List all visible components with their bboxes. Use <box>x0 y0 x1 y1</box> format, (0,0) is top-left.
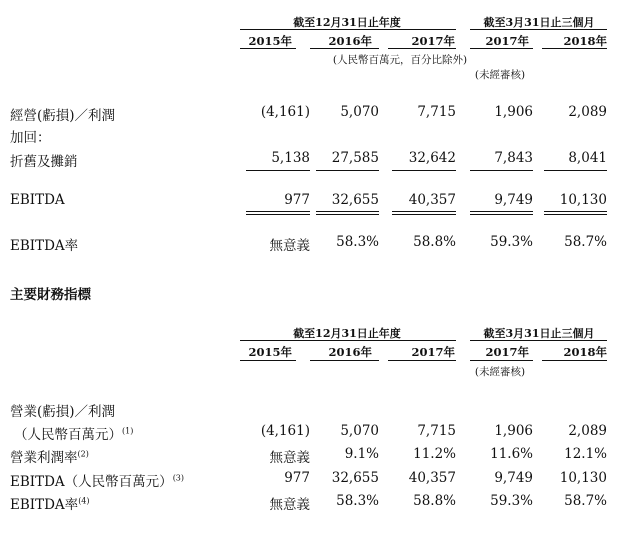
total-rule <box>392 214 456 215</box>
cell: 1,906 <box>494 423 533 439</box>
total-rule <box>392 211 456 212</box>
footnote-marker: (4) <box>78 496 90 506</box>
total-rule <box>544 211 607 212</box>
year-rule <box>240 360 296 361</box>
total-rule <box>316 211 379 212</box>
cell: 977 <box>284 192 310 208</box>
cell: 32,655 <box>331 470 379 486</box>
cell: 40,357 <box>408 470 456 486</box>
group-header-year-ended: 截至12月31日止年度 <box>293 16 401 29</box>
row-label-add-back: 加回： <box>10 130 51 146</box>
header-rule <box>470 29 607 30</box>
header-rule <box>240 340 456 341</box>
year-rule <box>542 48 607 49</box>
cell: 9.1% <box>344 446 379 462</box>
cell: 無意義 <box>269 238 310 254</box>
total-rule <box>246 214 310 215</box>
cell: 58.8% <box>413 234 456 250</box>
year-rule <box>310 360 379 361</box>
total-rule <box>470 211 533 212</box>
year-rule <box>240 48 296 49</box>
cell: 1,906 <box>494 104 533 120</box>
cell: 58.7% <box>564 493 607 509</box>
unit-note: (人民幣百萬元，百分比除外) <box>332 54 468 66</box>
cell: (4,161) <box>260 423 310 439</box>
cell: 11.2% <box>413 446 456 462</box>
cell: 58.8% <box>413 493 456 509</box>
cell: 7,715 <box>417 104 456 120</box>
cell: 7,715 <box>417 423 456 439</box>
section-title: 主要財務指標 <box>10 287 91 303</box>
sum-rule <box>470 170 533 171</box>
cell: 2,089 <box>568 104 607 120</box>
year-header: 2017年 <box>485 345 529 359</box>
footnote-marker: (1) <box>122 426 134 436</box>
footnote-marker: (2) <box>77 449 89 459</box>
sum-rule <box>246 170 310 171</box>
year-header: 2015年 <box>248 34 292 48</box>
group-header-year-ended: 截至12月31日止年度 <box>293 327 401 340</box>
year-rule <box>388 48 456 49</box>
cell: 無意義 <box>269 450 310 466</box>
year-rule <box>310 48 379 49</box>
year-rule <box>388 360 456 361</box>
year-header: 2016年 <box>328 345 372 359</box>
row-label-operating-profit: 經營(虧損)／利潤 <box>10 108 116 124</box>
cell: 58.3% <box>336 234 379 250</box>
cell: 12.1% <box>564 446 607 462</box>
cell: 5,070 <box>340 423 379 439</box>
row-label-depreciation: 折舊及攤銷 <box>10 154 78 170</box>
row-label-ebitda-margin: EBITDA率 <box>10 238 79 254</box>
year-header: 2018年 <box>563 345 607 359</box>
cell: 無意義 <box>269 497 310 513</box>
cell: 11.6% <box>490 446 533 462</box>
cell: 59.3% <box>490 493 533 509</box>
cell: 58.3% <box>336 493 379 509</box>
header-rule <box>470 340 607 341</box>
row-label-ebitda-margin: EBITDA率$^{(4)}$ <box>10 496 90 513</box>
cell: 40,357 <box>408 192 456 208</box>
cell: 8,041 <box>568 150 607 166</box>
total-rule <box>544 214 607 215</box>
cell: 59.3% <box>490 234 533 250</box>
cell: 10,130 <box>559 192 607 208</box>
year-header: 2018年 <box>563 34 607 48</box>
row-label-rmb-million: （人民幣百萬元）$^{(1)}$ <box>14 426 134 443</box>
cell: 9,749 <box>494 470 533 486</box>
year-header: 2017年 <box>411 345 455 359</box>
cell: 9,749 <box>494 192 533 208</box>
cell: 2,089 <box>568 423 607 439</box>
cell: 5,070 <box>340 104 379 120</box>
unaudited-note: (未經審核) <box>474 366 526 378</box>
row-label-operating-margin: 營業利潤率$^{(2)}$ <box>10 449 89 466</box>
sum-rule <box>392 170 456 171</box>
year-header: 2016年 <box>328 34 372 48</box>
header-rule <box>240 29 456 30</box>
sum-rule <box>316 170 379 171</box>
row-label-ebitda-rmb: EBITDA（人民幣百萬元）$^{(3)}$ <box>10 473 185 490</box>
year-rule <box>470 360 533 361</box>
year-header: 2017年 <box>411 34 455 48</box>
total-rule <box>316 214 379 215</box>
cell: 10,130 <box>559 470 607 486</box>
cell: 5,138 <box>271 150 310 166</box>
sum-rule <box>544 170 607 171</box>
year-header: 2015年 <box>248 345 292 359</box>
group-header-three-months: 截至3月31日止三個月 <box>483 327 595 340</box>
footnote-marker: (3) <box>172 473 185 483</box>
cell: 32,642 <box>408 150 456 166</box>
row-label-operating-profit: 營業(虧損)／利潤 <box>10 404 116 420</box>
unaudited-note: (未經審核) <box>474 69 526 81</box>
year-rule <box>542 360 607 361</box>
total-rule <box>246 211 310 212</box>
cell: (4,161) <box>260 104 310 120</box>
row-label-ebitda: EBITDA <box>10 192 65 208</box>
year-rule <box>470 48 533 49</box>
cell: 27,585 <box>331 150 379 166</box>
year-header: 2017年 <box>485 34 529 48</box>
cell: 32,655 <box>331 192 379 208</box>
cell: 58.7% <box>564 234 607 250</box>
cell: 977 <box>284 470 310 486</box>
total-rule <box>470 214 533 215</box>
cell: 7,843 <box>494 150 533 166</box>
group-header-three-months: 截至3月31日止三個月 <box>483 16 595 29</box>
